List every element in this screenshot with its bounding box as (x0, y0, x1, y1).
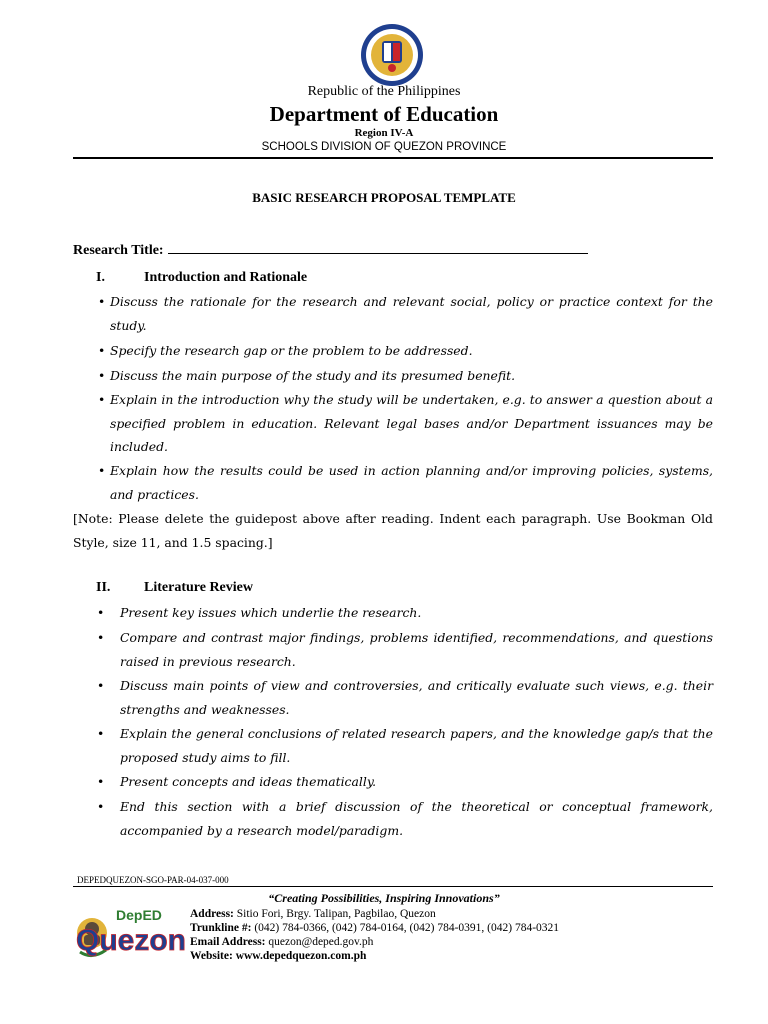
address-value: Sitio Fori, Brgy. Talipan, Pagbilao, Quezon (236, 908, 436, 920)
trunkline-label: Trunkline #: (190, 922, 252, 934)
bullet-text: Compare and contrast major findings, problems identified, recommendations, and questions raised in previous research. (120, 630, 713, 669)
bullet-text: Explain in the introduction why the study will be undertaken, e.g. to answer a question about a specified problem in education. Relevant legal bases and/or Department issuances may be included. (110, 392, 713, 454)
list-item (97, 601, 713, 625)
section-heading-2 (96, 580, 253, 596)
footer-trunkline (190, 921, 559, 936)
logo-text-main: Quezon (76, 924, 186, 957)
bullet-text: Discuss the rationale for the research and relevant social, policy or practice context for the study. (110, 294, 713, 333)
list-item (97, 770, 713, 794)
guidepost-note: [Note: Please delete the guidepost above after reading. Indent each paragraph. Use Bookman Old Style, size 11, and 1.5 spacing.] (73, 511, 713, 550)
header-divider (73, 157, 713, 159)
region-line: Region IV-A (354, 127, 414, 139)
research-title-field (73, 240, 588, 259)
bullet-icon: • (98, 343, 106, 358)
research-title-blank (168, 240, 588, 254)
list-item (98, 339, 713, 363)
footer-address (190, 907, 436, 922)
research-title-label: Research Title: (73, 243, 164, 258)
deped-seal-icon (355, 22, 429, 88)
footer-divider (73, 886, 713, 887)
bullet-icon: • (98, 368, 106, 383)
division-line: SCHOOLS DIVISION OF QUEZON PROVINCE (261, 141, 507, 153)
bullet-text: End this section with a brief discussion of the theoretical or conceptual framework, accompanied by a research model/paradigm. (120, 799, 713, 838)
bullet-icon: • (98, 294, 106, 309)
section-heading-1 (96, 270, 307, 286)
email-label: Email Address: (190, 936, 266, 948)
document-title: BASIC RESEARCH PROPOSAL TEMPLATE (252, 190, 516, 205)
bullet-text: Explain how the results could be used in action planning and/or improving policies, systems, and practices. (110, 463, 713, 502)
footer-motto: “Creating Possibilities, Inspiring Innovations” (268, 891, 500, 905)
list-item (97, 722, 713, 769)
website-link[interactable]: www.depedquezon.com.ph (235, 950, 367, 962)
deped-quezon-logo-icon (74, 902, 188, 964)
bullet-icon: • (97, 630, 105, 645)
website-label: Website: (190, 950, 233, 962)
section-number: I. (96, 270, 105, 285)
list-item (98, 364, 713, 388)
document-code: DEPEDQUEZON-SGO-PAR-04-037-000 (77, 875, 229, 885)
section-title: Introduction and Rationale (144, 270, 308, 285)
list-item (98, 388, 713, 459)
section-number: II. (96, 580, 111, 595)
list-item (97, 674, 713, 721)
trunkline-value: (042) 784-0366, (042) 784-0164, (042) 784-0391, (042) 784-0321 (254, 922, 560, 934)
footer-website (190, 949, 366, 964)
bullet-icon: • (97, 605, 105, 620)
footer-email (190, 935, 373, 950)
email-value[interactable]: quezon@deped.gov.ph (268, 936, 374, 948)
list-item (97, 626, 713, 673)
bullet-text: Explain the general conclusions of related research papers, and the knowledge gap/s that the proposed study aims to fill. (120, 726, 713, 765)
list-item (98, 459, 713, 506)
bullet-icon: • (98, 463, 106, 478)
bullet-text: Discuss main points of view and controversies, and critically evaluate such views, e.g. their strengths and weaknesses. (120, 678, 713, 717)
address-label: Address: (190, 908, 234, 920)
bullet-icon: • (97, 726, 105, 741)
bullet-text: Discuss the main purpose of the study and its presumed benefit. (110, 368, 516, 383)
logo-text-top: DepED (116, 907, 162, 923)
republic-line: Republic of the Philippines (307, 84, 461, 99)
section-title: Literature Review (144, 580, 253, 595)
bullet-icon: • (98, 392, 106, 407)
bullet-text: Present concepts and ideas thematically. (120, 774, 377, 789)
bullet-icon: • (97, 678, 105, 693)
bullet-icon: • (97, 799, 105, 814)
department-name: Department of Education (269, 102, 499, 126)
bullet-text: Specify the research gap or the problem to be addressed. (110, 343, 473, 358)
bullet-icon: • (97, 774, 105, 789)
list-item (98, 290, 713, 337)
list-item (97, 795, 713, 842)
bullet-text: Present key issues which underlie the research. (120, 605, 422, 620)
